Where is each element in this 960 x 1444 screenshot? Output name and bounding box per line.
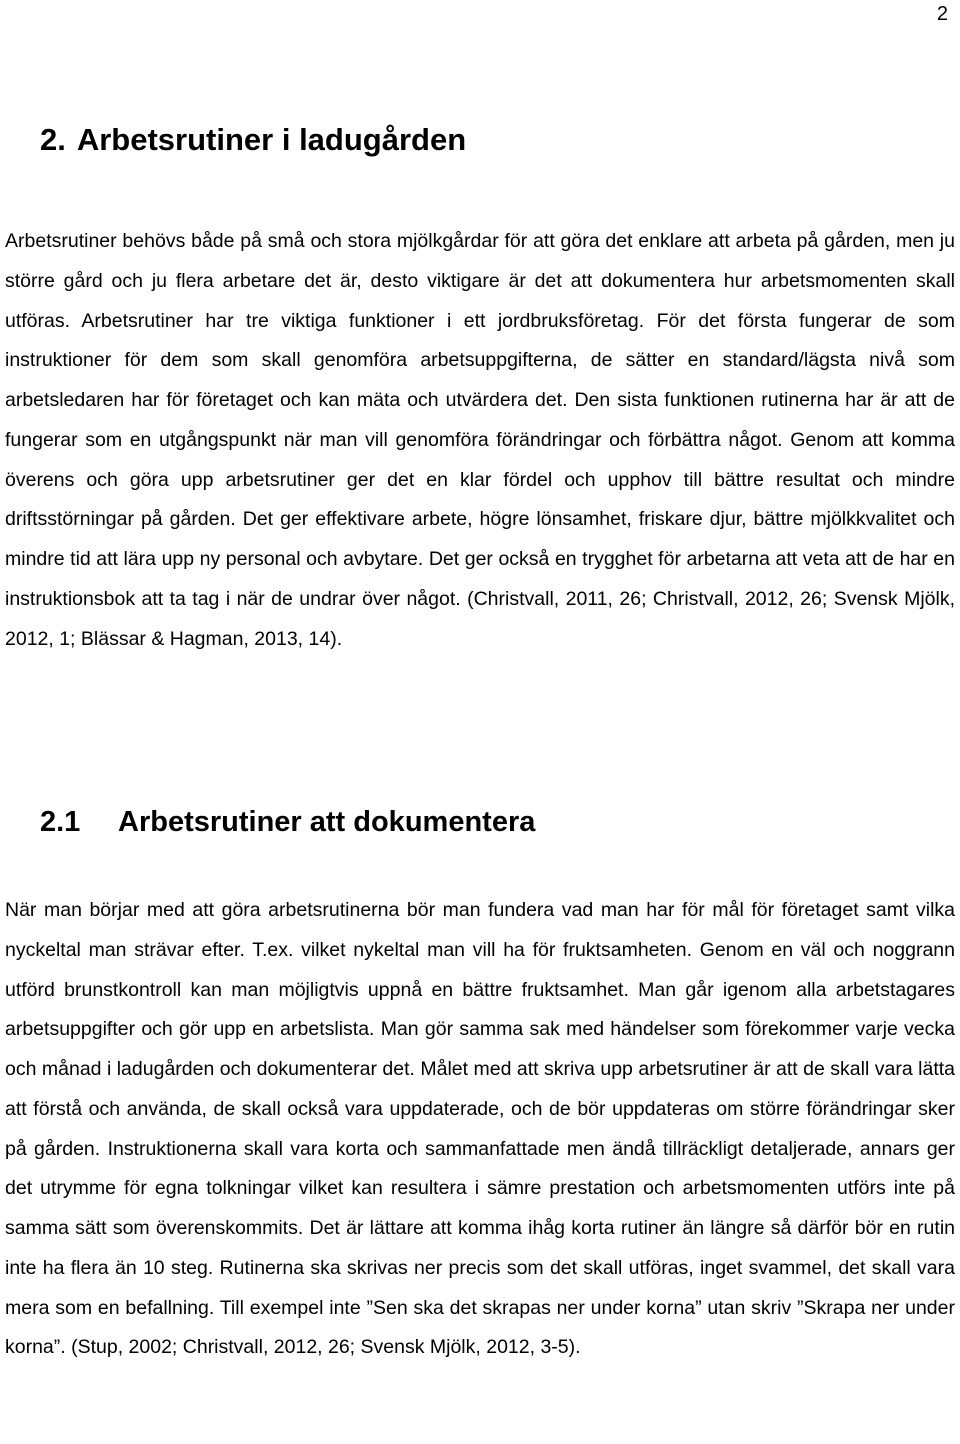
section-paragraph: Arbetsrutiner behövs både på små och stora mjölkgårdar för att göra det enklare att arbeta på gården, men ju större gård och ju flera arbetare det är, desto viktigare är det att dokumentera hur arbetsmomenten skall utföras. Arbetsrutiner har tre viktiga funktioner i ett jordbruksföretag. För det första fungerar de som instruktioner för dem som skall genomföra arbetsuppgifterna, de sätter en standard/lägsta nivå som arbetsledaren har för företaget och kan mäta och utvärdera det. Den sista funktionen rutinerna har är att de fungerar som en utgångspunkt när man vill genomföra förändringar och förbättra något. Genom att komma överens och göra upp arbetsrutiner ger det en klar fördel och upphov till bättre resultat och mindre driftsstörningar på gården. Det ger effektivare arbete, högre lönsamhet, friskare djur, bättre mjölkkvalitet och mindre tid att lära upp ny personal och avbytare. Det ger också en trygghet för arbetarna att veta att de har en instruktionsbok att ta tag i när de undrar över något. (Christvall, 2011, 26; Christvall, 2012, 26; Svensk Mjölk, 2012, 1; Blässar & Hagman, 2013, 14).	[5, 230, 955, 650]
subsection-heading	[40, 800, 535, 844]
section-title: Arbetsrutiner i ladugården	[76, 122, 467, 157]
section-number: 2.	[40, 122, 66, 157]
section-heading	[40, 118, 466, 162]
subsection-number: 2.1	[40, 806, 81, 838]
subsection-title: Arbetsrutiner att dokumentera	[118, 806, 536, 838]
subsection-paragraph: När man börjar med att göra arbetsrutinerna bör man fundera vad man har för mål för företaget samt vilka nyckeltal man strävar efter. T.ex. vilket nykeltal man vill ha för fruktsamheten. Genom en väl och noggrann utförd brunstkontroll kan man möjligtvis uppnå en bättre fruktsamhet. Man går igenom alla arbetstagares arbetsuppgifter och gör upp en arbetslista. Man gör samma sak med händelser som förekommer varje vecka och månad i ladugården och dokumenterar det. Målet med att skriva upp arbetsrutiner är att de skall vara lätta att förstå och använda, de skall också vara uppdaterade, och de bör uppdateras om större förändringar sker på gården. Instruktionerna skall vara korta och sammanfattade men ändå tillräckligt detaljerade, annars ger det utrymme för egna tolkningar vilket kan resultera i sämre prestation och arbetsmomenten utförs inte på samma sätt som överenskommits. Det är lättare att komma ihåg korta rutiner än längre så därför bör en rutin inte ha flera än 10 steg. Rutinerna ska skrivas ner precis som det skall utföras, inget svammel, det skall vara mera som en befallning. Till exempel inte ”Sen ska det skrapas ner under korna” utan skriv ”Skrapa ner under korna”. (Stup, 2002; Christvall, 2012, 26; Svensk Mjölk, 2012, 3-5).	[5, 899, 955, 1359]
page-number: 2	[936, 3, 948, 25]
